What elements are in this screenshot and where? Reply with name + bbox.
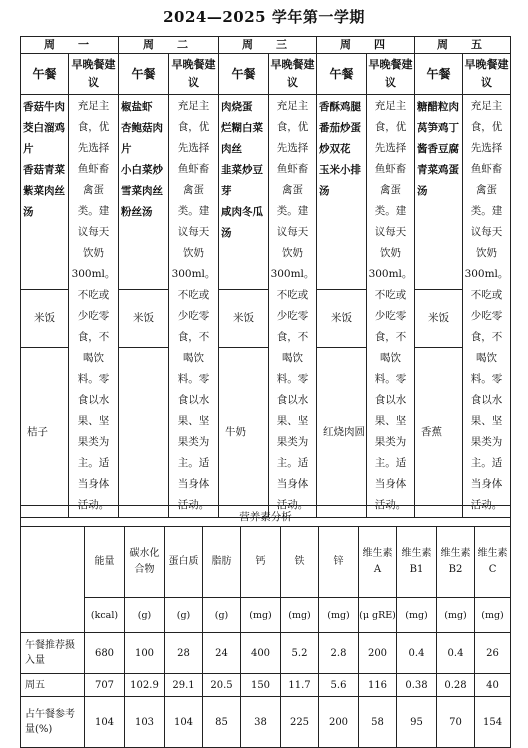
dinner-advice-header: 早晚餐建议 xyxy=(367,54,415,95)
nutrient-unit: (mg) xyxy=(281,598,319,633)
advice-line: 议每天 xyxy=(276,226,309,238)
dish-item: 炒双花 xyxy=(319,143,351,155)
advice-line: 活动。 xyxy=(77,499,110,511)
advice-line: 先选择 xyxy=(470,142,503,154)
advice-line: 议每天 xyxy=(470,226,503,238)
nutrient-value: 102.9 xyxy=(125,674,165,697)
advice-line: 主。适 xyxy=(374,457,407,469)
nutrient-value: 103 xyxy=(125,697,165,748)
advice-line: 充足主 xyxy=(276,100,309,112)
advice-line: 饮奶 xyxy=(183,247,204,259)
advice-line: 充足主 xyxy=(77,100,110,112)
dinner-advice xyxy=(463,95,511,518)
advice-line: 鱼虾畜 xyxy=(470,163,503,175)
dinner-advice-header: 早晚餐建议 xyxy=(463,54,511,95)
nutrient-value: 38 xyxy=(241,697,281,748)
advice-line: 主。适 xyxy=(276,457,309,469)
advice-line: 当身体 xyxy=(276,478,309,490)
nutrient-unit: (mg) xyxy=(241,598,281,633)
advice-line: 禽蛋 xyxy=(282,184,303,196)
nutrient-value: 28 xyxy=(165,633,203,674)
advice-line: 300ml。 xyxy=(71,268,116,280)
advice-line: 料。零 xyxy=(177,373,210,385)
lunch-header: 午餐 xyxy=(415,54,463,95)
nutrient-value: 40 xyxy=(475,674,511,697)
nutrient-header: 碳水化合物 xyxy=(125,527,165,598)
nutrient-unit: (g) xyxy=(165,598,203,633)
dinner-advice xyxy=(269,95,317,518)
advice-line: 先选择 xyxy=(276,142,309,154)
day-header-row xyxy=(21,37,511,54)
dinner-advice xyxy=(69,95,119,518)
advice-line: 不吃或 xyxy=(177,289,210,301)
advice-line: 少吃零 xyxy=(276,310,309,322)
nutrient-header: 蛋白质 xyxy=(165,527,203,598)
advice-line: 议每天 xyxy=(177,226,210,238)
advice-line: 果类为 xyxy=(276,436,309,448)
day-header: 周 四 xyxy=(317,37,415,54)
nutrient-value: 2.8 xyxy=(319,633,359,674)
nutrition-caption-row xyxy=(21,506,511,527)
advice-line: 食，优 xyxy=(470,121,503,133)
advice-line: 类。建 xyxy=(374,205,407,217)
nutrition-row xyxy=(21,633,511,674)
nutrient-value: 5.2 xyxy=(281,633,319,674)
advice-line: 食以水 xyxy=(77,394,110,406)
advice-line: 果类为 xyxy=(177,436,210,448)
advice-line: 果类为 xyxy=(470,436,503,448)
advice-line: 类。建 xyxy=(276,205,309,217)
extra-item: 香蕉 xyxy=(415,348,463,518)
advice-line: 不吃或 xyxy=(276,289,309,301)
row-label: 午餐推荐摄入量 xyxy=(21,633,85,674)
unit-row xyxy=(21,598,511,633)
nutrient-value: 26 xyxy=(475,633,511,674)
nutrient-unit: (g) xyxy=(203,598,241,633)
advice-line: 食以水 xyxy=(177,394,210,406)
row-label: 周五 xyxy=(21,674,85,697)
nutrient-header: 维生素 A xyxy=(359,527,397,598)
advice-line: 果、坚 xyxy=(276,415,309,427)
nutrient-value: 200 xyxy=(359,633,397,674)
lunch-dishes xyxy=(21,95,69,290)
advice-line: 不吃或 xyxy=(374,289,407,301)
extra-item: 红烧肉圆 xyxy=(317,348,367,518)
nutrition-caption: 营养素分析 xyxy=(21,506,511,527)
advice-line: 果、坚 xyxy=(177,415,210,427)
nutrient-value: 150 xyxy=(241,674,281,697)
dishes-row xyxy=(21,95,511,290)
advice-line: 食，优 xyxy=(77,121,110,133)
lunch-dishes xyxy=(317,95,367,290)
advice-line: 食，优 xyxy=(276,121,309,133)
lunch-header: 午餐 xyxy=(21,54,69,95)
advice-line: 果、坚 xyxy=(374,415,407,427)
nutrient-value: 400 xyxy=(241,633,281,674)
dish-item: 韭菜炒豆芽 xyxy=(221,164,263,197)
advice-line: 不吃或 xyxy=(470,289,503,301)
dish-item: 莴笋鸡丁 xyxy=(417,122,459,134)
advice-line: 食以水 xyxy=(470,394,503,406)
lunch-header: 午餐 xyxy=(219,54,269,95)
advice-line: 当身体 xyxy=(177,478,210,490)
advice-line: 当身体 xyxy=(470,478,503,490)
advice-line: 活动。 xyxy=(470,499,503,511)
advice-line: 主。适 xyxy=(77,457,110,469)
nutrient-value: 225 xyxy=(281,697,319,748)
nutrient-unit: (mg) xyxy=(475,598,511,633)
advice-line: 料。零 xyxy=(77,373,110,385)
dinner-advice xyxy=(367,95,415,518)
advice-line: 禽蛋 xyxy=(83,184,104,196)
nutrient-unit: (mg) xyxy=(397,598,437,633)
advice-line: 食，优 xyxy=(177,121,210,133)
dish-item: 香菇青菜 xyxy=(23,164,65,176)
dish-item: 紫菜肉丝汤 xyxy=(23,185,65,218)
advice-line: 当身体 xyxy=(374,478,407,490)
nutrient-value: 200 xyxy=(319,697,359,748)
nutrient-value: 0.38 xyxy=(397,674,437,697)
staple-food: 米饭 xyxy=(415,289,463,347)
nutrient-value: 100 xyxy=(125,633,165,674)
nutrient-value: 85 xyxy=(203,697,241,748)
dish-item: 酱香豆腐 xyxy=(417,143,459,155)
dish-item: 小白菜炒 xyxy=(121,164,163,176)
advice-line: 类。建 xyxy=(177,205,210,217)
nutrient-value: 11.7 xyxy=(281,674,319,697)
advice-line: 喝饮 xyxy=(183,352,204,364)
extra-item: 桔子 xyxy=(21,348,69,518)
staple-food: 米饭 xyxy=(119,289,169,347)
advice-line: 不吃或 xyxy=(77,289,110,301)
nutrient-value: 104 xyxy=(85,697,125,748)
lunch-dishes xyxy=(119,95,169,290)
dish-item: 椒盐虾 xyxy=(121,101,153,113)
nutrition-row xyxy=(21,697,511,748)
nutrient-header: 维生素 B2 xyxy=(437,527,475,598)
dish-item: 糖醋粒肉 xyxy=(417,101,459,113)
dish-item: 雪菜肉丝粉丝汤 xyxy=(121,185,163,218)
advice-line: 喝饮 xyxy=(83,352,104,364)
advice-line: 喝饮 xyxy=(282,352,303,364)
dish-item: 咸肉冬瓜汤 xyxy=(221,206,263,239)
extra-item: 牛奶 xyxy=(219,348,269,518)
nutrient-value: 95 xyxy=(397,697,437,748)
day-header: 周 三 xyxy=(219,37,317,54)
advice-line: 食，不 xyxy=(374,331,407,343)
nutrient-value: 58 xyxy=(359,697,397,748)
advice-line: 鱼虾畜 xyxy=(276,163,309,175)
blank-corner xyxy=(21,527,85,633)
nutrient-value: 24 xyxy=(203,633,241,674)
advice-line: 禽蛋 xyxy=(183,184,204,196)
advice-line: 食，不 xyxy=(276,331,309,343)
staple-food: 米饭 xyxy=(219,289,269,347)
advice-line: 活动。 xyxy=(374,499,407,511)
nutrient-value: 20.5 xyxy=(203,674,241,697)
dinner-advice-header: 早晚餐建议 xyxy=(269,54,317,95)
lunch-dishes xyxy=(219,95,269,290)
nutrient-header: 维生素 C xyxy=(475,527,511,598)
dish-item: 茭白溜鸡片 xyxy=(23,122,65,155)
dish-item: 番茄炒蛋 xyxy=(319,122,361,134)
advice-line: 食，不 xyxy=(77,331,110,343)
row-label: 占午餐参考量(%) xyxy=(21,697,85,748)
nutrient-header: 锌 xyxy=(319,527,359,598)
nutrient-value: 707 xyxy=(85,674,125,697)
advice-line: 饮奶 xyxy=(380,247,401,259)
lunch-header: 午餐 xyxy=(317,54,367,95)
advice-line: 活动。 xyxy=(276,499,309,511)
nutrient-value: 70 xyxy=(437,697,475,748)
dinner-advice-header: 早晚餐建议 xyxy=(69,54,119,95)
advice-line: 少吃零 xyxy=(177,310,210,322)
advice-line: 禽蛋 xyxy=(380,184,401,196)
nutrient-header-row xyxy=(21,527,511,598)
advice-line: 300ml。 xyxy=(368,268,413,280)
nutrition-table xyxy=(20,505,511,748)
nutrient-value: 0.4 xyxy=(437,633,475,674)
weekly-menu-table xyxy=(20,36,511,518)
advice-line: 饮奶 xyxy=(476,247,497,259)
dish-item: 青菜鸡蛋汤 xyxy=(417,164,459,197)
nutrient-header: 维生素 B1 xyxy=(397,527,437,598)
nutrient-unit: (mg) xyxy=(319,598,359,633)
staple-food: 米饭 xyxy=(317,289,367,347)
advice-line: 饮奶 xyxy=(282,247,303,259)
advice-line: 类。建 xyxy=(77,205,110,217)
nutrient-header: 铁 xyxy=(281,527,319,598)
nutrient-header: 能量 xyxy=(85,527,125,598)
dish-item: 杏鲍菇肉片 xyxy=(121,122,163,155)
dinner-advice-header: 早晚餐建议 xyxy=(169,54,219,95)
column-header-row xyxy=(21,54,511,95)
dish-item: 玉米小排汤 xyxy=(319,164,361,197)
advice-line: 当身体 xyxy=(77,478,110,490)
advice-line: 食以水 xyxy=(374,394,407,406)
advice-line: 300ml。 xyxy=(464,268,509,280)
nutrient-unit: (g) xyxy=(125,598,165,633)
day-header: 周 五 xyxy=(415,37,511,54)
advice-line: 充足主 xyxy=(470,100,503,112)
nutrient-value: 0.28 xyxy=(437,674,475,697)
advice-line: 果、坚 xyxy=(470,415,503,427)
dish-item: 肉烧蛋 xyxy=(221,101,253,113)
nutrient-value: 104 xyxy=(165,697,203,748)
advice-line: 果类为 xyxy=(374,436,407,448)
advice-line: 料。零 xyxy=(374,373,407,385)
advice-line: 主。适 xyxy=(470,457,503,469)
staple-food: 米饭 xyxy=(21,289,69,347)
advice-line: 主。适 xyxy=(177,457,210,469)
advice-line: 少吃零 xyxy=(77,310,110,322)
nutrient-value: 5.6 xyxy=(319,674,359,697)
nutrient-unit: (kcal) xyxy=(85,598,125,633)
nutrient-value: 0.4 xyxy=(397,633,437,674)
nutrient-header: 钙 xyxy=(241,527,281,598)
advice-line: 议每天 xyxy=(374,226,407,238)
advice-line: 议每天 xyxy=(77,226,110,238)
dish-item: 香菇牛肉 xyxy=(23,101,65,113)
advice-line: 果、坚 xyxy=(77,415,110,427)
advice-line: 食以水 xyxy=(276,394,309,406)
extra-item xyxy=(119,348,169,518)
nutrition-row xyxy=(21,674,511,697)
advice-line: 食，不 xyxy=(470,331,503,343)
nutrient-value: 116 xyxy=(359,674,397,697)
advice-line: 喝饮 xyxy=(380,352,401,364)
nutrient-unit: (mg) xyxy=(437,598,475,633)
advice-line: 充足主 xyxy=(374,100,407,112)
advice-line: 料。零 xyxy=(470,373,503,385)
nutrient-value: 680 xyxy=(85,633,125,674)
lunch-header: 午餐 xyxy=(119,54,169,95)
advice-line: 300ml。 xyxy=(171,268,216,280)
advice-line: 鱼虾畜 xyxy=(374,163,407,175)
advice-line: 少吃零 xyxy=(470,310,503,322)
advice-line: 先选择 xyxy=(177,142,210,154)
nutrient-value: 154 xyxy=(475,697,511,748)
advice-line: 鱼虾畜 xyxy=(77,163,110,175)
dish-item: 烂糊白菜肉丝 xyxy=(221,122,263,155)
advice-line: 活动。 xyxy=(177,499,210,511)
lunch-dishes xyxy=(415,95,463,290)
day-header: 周 二 xyxy=(119,37,219,54)
advice-line: 类。建 xyxy=(470,205,503,217)
advice-line: 禽蛋 xyxy=(476,184,497,196)
day-header: 周 一 xyxy=(21,37,119,54)
advice-line: 饮奶 xyxy=(83,247,104,259)
advice-line: 先选择 xyxy=(374,142,407,154)
advice-line: 先选择 xyxy=(77,142,110,154)
page-title: 2024—2025 学年第一学期 xyxy=(163,8,365,26)
advice-line: 少吃零 xyxy=(374,310,407,322)
advice-line: 料。零 xyxy=(276,373,309,385)
dish-item: 香酥鸡腿 xyxy=(319,101,361,113)
advice-line: 食，不 xyxy=(177,331,210,343)
dinner-advice xyxy=(169,95,219,518)
nutrient-unit: (μ gRE) xyxy=(359,598,397,633)
advice-line: 喝饮 xyxy=(476,352,497,364)
advice-line: 充足主 xyxy=(177,100,210,112)
advice-line: 鱼虾畜 xyxy=(177,163,210,175)
advice-line: 果类为 xyxy=(77,436,110,448)
nutrient-value: 29.1 xyxy=(165,674,203,697)
advice-line: 食，优 xyxy=(374,121,407,133)
advice-line: 300ml。 xyxy=(270,268,315,280)
nutrient-header: 脂肪 xyxy=(203,527,241,598)
